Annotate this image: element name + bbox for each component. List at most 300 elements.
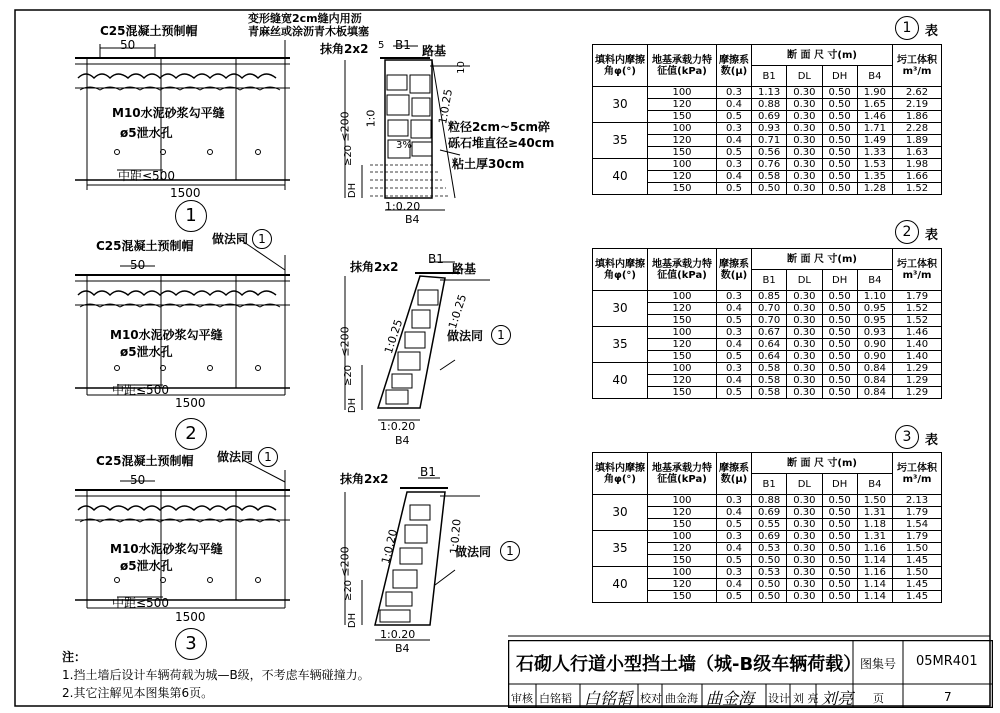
table-1-label: 表 — [925, 24, 939, 39]
page-number: 7 — [944, 690, 952, 704]
table-cell: 0.58 — [752, 171, 787, 183]
table-cell: 1.86 — [893, 111, 942, 123]
table-cell: 0.50 — [752, 555, 787, 567]
slope-1-025-1: 1:0.25 — [436, 88, 456, 125]
table-cell: 0.4 — [717, 579, 752, 591]
drain-label-1: ø5泄水孔 — [120, 126, 173, 140]
roadbed-label-1: 路基 — [422, 44, 447, 58]
page-label: 页 — [873, 692, 884, 705]
hdr-b1: B1 — [752, 474, 787, 495]
table-cell: 0.84 — [857, 363, 892, 375]
table-cell: 0.30 — [787, 183, 822, 195]
same-as-label-3b: 做法同 — [455, 545, 492, 559]
same-as-label-2a: 做法同 — [212, 232, 249, 246]
table-cell: 0.50 — [822, 111, 857, 123]
table-cell: 0.4 — [717, 99, 752, 111]
hdr-b1: B1 — [752, 270, 787, 291]
table-cell: 0.50 — [822, 555, 857, 567]
table-cell: 0.30 — [787, 531, 822, 543]
table-cell: 0.5 — [717, 147, 752, 159]
table-cell: 0.50 — [822, 351, 857, 363]
table-cell: 100 — [648, 531, 717, 543]
table-cell: 0.30 — [787, 147, 822, 159]
table-cell: 1.46 — [857, 111, 892, 123]
table-cell: 1.33 — [857, 147, 892, 159]
table-cell: 0.30 — [787, 351, 822, 363]
table-cell: 0.4 — [717, 543, 752, 555]
slope-1-025-2b: 1:0.25 — [445, 292, 470, 331]
table-cell: 120 — [648, 339, 717, 351]
table-cell: 0.50 — [822, 303, 857, 315]
table-cell: 1.29 — [893, 387, 942, 399]
table-cell: 0.3 — [717, 123, 752, 135]
table-cell: 1.29 — [893, 375, 942, 387]
dim-ge20-3: ≥20 — [343, 579, 355, 602]
table-cell: 0.30 — [787, 339, 822, 351]
table-cell: 0.56 — [752, 147, 787, 159]
table-cell: 0.70 — [752, 315, 787, 327]
table-cell: 1.31 — [857, 531, 892, 543]
b1-label-3: B1 — [420, 465, 436, 479]
table-cell: 0.67 — [752, 327, 787, 339]
ref-circle-3b: 1 — [500, 541, 520, 561]
table-cell: 0.5 — [717, 591, 752, 603]
table-row — [593, 531, 942, 543]
table-cell: 2.19 — [893, 99, 942, 111]
table-cell: 100 — [648, 327, 717, 339]
table-cell: 0.84 — [857, 387, 892, 399]
table-cell: 0.50 — [822, 99, 857, 111]
table-cell: 0.69 — [752, 111, 787, 123]
table-cell: 0.95 — [857, 315, 892, 327]
table-cell: 1.49 — [857, 135, 892, 147]
table-cell: 1.79 — [893, 531, 942, 543]
table-cell: 0.30 — [787, 87, 822, 99]
table-cell: 1.45 — [893, 579, 942, 591]
design-label: 设计 — [768, 692, 790, 705]
table-cell: 0.90 — [857, 351, 892, 363]
cell-phi: 30 — [593, 87, 648, 123]
table-row — [593, 291, 942, 303]
hdr-bearing: 地基承载力特征值(kPa) — [648, 45, 717, 87]
hdr-b4: B4 — [857, 66, 892, 87]
table-cell: 120 — [648, 303, 717, 315]
same-as-label-3a: 做法同 — [217, 450, 254, 464]
same-as-label-2b: 做法同 — [447, 329, 484, 343]
table-cell: 1.28 — [857, 183, 892, 195]
table-row — [593, 159, 942, 171]
drawing-title: 石砌人行道小型挡土墙（城-B级车辆荷载） — [516, 654, 862, 675]
table-cell: 0.85 — [752, 291, 787, 303]
table-cell: 0.50 — [822, 291, 857, 303]
table-cell: 0.30 — [787, 387, 822, 399]
table-cell: 0.30 — [787, 519, 822, 531]
table-cell: 1.50 — [893, 543, 942, 555]
hdr-dh: DH — [822, 66, 857, 87]
dim-50-1: 50 — [120, 38, 136, 52]
table-cell: 1.46 — [893, 327, 942, 339]
ref-circle-3a: 1 — [258, 447, 278, 467]
table-cell: 150 — [648, 351, 717, 363]
table-cell: 150 — [648, 183, 717, 195]
table-cell: 0.5 — [717, 315, 752, 327]
hdr-section: 断 面 尺 寸(m) — [752, 453, 893, 474]
review-label: 审核 — [511, 692, 533, 705]
table-cell: 0.84 — [857, 375, 892, 387]
table-cell: 1.40 — [893, 339, 942, 351]
table-cell: 1.98 — [893, 159, 942, 171]
cap-label-2: C25混凝土预制帽 — [96, 239, 194, 253]
table-cell: 1.79 — [893, 507, 942, 519]
table-cell: 1.52 — [893, 315, 942, 327]
table-cell: 100 — [648, 87, 717, 99]
table-cell: 120 — [648, 135, 717, 147]
dim-50-2: 50 — [130, 258, 146, 272]
dim-le200-3: ≤200 — [338, 546, 352, 577]
table-2 — [592, 248, 942, 399]
table-cell: 0.93 — [752, 123, 787, 135]
table-cell: 0.50 — [822, 387, 857, 399]
table-cell: 150 — [648, 387, 717, 399]
spacing-label-3: 中距≤500 — [112, 596, 169, 610]
table-row — [593, 87, 942, 99]
table-cell: 2.28 — [893, 123, 942, 135]
pct-3-1: 3% — [396, 140, 412, 151]
table-cell: 0.3 — [717, 495, 752, 507]
table-cell: 0.30 — [787, 99, 822, 111]
table-3-number: 3 — [895, 425, 919, 449]
table-cell: 1.79 — [893, 291, 942, 303]
hdr-dl: DL — [787, 270, 822, 291]
dim-10-1: 10 — [455, 61, 467, 74]
table-cell: 1.18 — [857, 519, 892, 531]
table-cell: 0.58 — [752, 375, 787, 387]
clay-note: 粘土厚30cm — [452, 157, 525, 171]
table-cell: 0.4 — [717, 375, 752, 387]
dim-dh-2: DH — [347, 397, 359, 414]
table-cell: 0.55 — [752, 519, 787, 531]
cap-label: C25混凝土预制帽 — [100, 24, 198, 38]
hdr-fill-angle: 填料内摩擦角φ(°) — [593, 45, 648, 87]
table-cell: 0.4 — [717, 507, 752, 519]
table-cell: 1.16 — [857, 567, 892, 579]
checker-signature: 曲金海 — [706, 689, 755, 708]
table-cell: 0.53 — [752, 567, 787, 579]
table-cell: 0.5 — [717, 555, 752, 567]
table-cell: 1.53 — [857, 159, 892, 171]
table-cell: 1.89 — [893, 135, 942, 147]
table-cell: 1.90 — [857, 87, 892, 99]
table-cell: 0.50 — [822, 507, 857, 519]
table-cell: 1.14 — [857, 579, 892, 591]
table-cell: 120 — [648, 375, 717, 387]
table-cell: 100 — [648, 495, 717, 507]
spacing-label-2: 中距≤500 — [112, 383, 169, 397]
dim-dh-1: DH — [347, 182, 359, 199]
table-cell: 0.50 — [752, 183, 787, 195]
table-row — [593, 123, 942, 135]
dim-le200-2: ≤200 — [338, 326, 352, 357]
checker-name: 曲金海 — [665, 692, 698, 705]
notes-line2: 2.其它注解见本图集第6页。 — [62, 686, 214, 700]
table-row — [593, 567, 942, 579]
table-cell: 0.69 — [752, 507, 787, 519]
table-cell: 0.50 — [822, 543, 857, 555]
table-cell: 0.3 — [717, 291, 752, 303]
slope-1-020-3b: 1:0.20 — [447, 518, 464, 555]
table-cell: 0.30 — [787, 591, 822, 603]
table-cell: 0.30 — [787, 507, 822, 519]
table-2-number: 2 — [895, 220, 919, 244]
table-cell: 150 — [648, 147, 717, 159]
table-cell: 1.45 — [893, 555, 942, 567]
table-cell: 0.50 — [822, 363, 857, 375]
table-cell: 0.30 — [787, 315, 822, 327]
spacing-label-1: 中距≤500 — [118, 169, 175, 183]
slope-1-0: 1:0 — [364, 109, 378, 128]
length-1: 1500 — [170, 186, 201, 200]
table-cell: 1.45 — [893, 591, 942, 603]
table-cell: 0.88 — [752, 495, 787, 507]
table-cell: 0.76 — [752, 159, 787, 171]
table-cell: 1.35 — [857, 171, 892, 183]
hdr-bearing: 地基承载力特征值(kPa) — [648, 453, 717, 495]
title-block — [508, 640, 993, 708]
table-cell: 0.50 — [822, 135, 857, 147]
dim-50-3: 50 — [130, 473, 146, 487]
slope-1-020-1: 1:0.20 — [385, 200, 421, 213]
table-cell: 0.50 — [822, 567, 857, 579]
table-cell: 0.50 — [822, 327, 857, 339]
dim-ge20-1: ≥20 — [343, 144, 355, 167]
table-cell: 0.30 — [787, 567, 822, 579]
table-cell: 0.71 — [752, 135, 787, 147]
notes-heading: 注： — [62, 650, 87, 664]
table-cell: 0.50 — [822, 147, 857, 159]
table-cell: 0.5 — [717, 183, 752, 195]
slope-1-020-2: 1:0.20 — [380, 420, 416, 433]
table-cell: 0.30 — [787, 159, 822, 171]
table-cell: 1.40 — [893, 351, 942, 363]
table-cell: 0.30 — [787, 375, 822, 387]
b4-label-2: B4 — [395, 434, 410, 447]
b1-label-1: B1 — [395, 38, 411, 52]
chamfer-label-3: 抹角2x2 — [340, 472, 389, 486]
table-cell: 0.5 — [717, 111, 752, 123]
table-cell: 1.10 — [857, 291, 892, 303]
hdr-b1: B1 — [752, 66, 787, 87]
table-cell: 0.50 — [822, 159, 857, 171]
table-1 — [592, 44, 942, 195]
table-cell: 0.30 — [787, 363, 822, 375]
slope-1-020-3a: 1:0.20 — [379, 527, 401, 566]
hdr-friction: 摩擦系数(μ) — [717, 45, 752, 87]
table-1-number: 1 — [895, 16, 919, 40]
designer-signature: 刘亮 — [821, 689, 854, 708]
b1-label-2: B1 — [428, 252, 444, 266]
table-cell: 1.50 — [857, 495, 892, 507]
notes — [62, 648, 370, 702]
table-cell: 0.50 — [822, 579, 857, 591]
table-3 — [592, 452, 942, 603]
b4-label-1: B4 — [405, 213, 420, 226]
table-cell: 1.31 — [857, 507, 892, 519]
table-cell: 1.14 — [857, 555, 892, 567]
hdr-dl: DL — [787, 474, 822, 495]
hdr-b4: B4 — [857, 270, 892, 291]
table-cell: 0.50 — [822, 531, 857, 543]
table-cell: 1.50 — [893, 567, 942, 579]
length-2: 1500 — [175, 396, 206, 410]
drain-label-2: ø5泄水孔 — [120, 345, 173, 359]
table-cell: 0.3 — [717, 159, 752, 171]
table-cell: 150 — [648, 315, 717, 327]
hdr-friction: 摩擦系数(μ) — [717, 453, 752, 495]
joint-note-line1: 变形缝宽2cm缝内用沥 — [248, 12, 362, 25]
table-cell: 0.3 — [717, 87, 752, 99]
table-cell: 0.50 — [822, 339, 857, 351]
table-cell: 1.52 — [893, 303, 942, 315]
table-cell: 100 — [648, 159, 717, 171]
table-cell: 0.30 — [787, 555, 822, 567]
table-cell: 0.30 — [787, 171, 822, 183]
table-cell: 0.50 — [822, 87, 857, 99]
roadbed-label-2: 路基 — [452, 262, 477, 276]
table-cell: 0.70 — [752, 303, 787, 315]
table-cell: 0.3 — [717, 567, 752, 579]
table-cell: 100 — [648, 123, 717, 135]
table-cell: 1.14 — [857, 591, 892, 603]
hdr-b4: B4 — [857, 474, 892, 495]
drain-label-3: ø5泄水孔 — [120, 559, 173, 573]
table-cell: 150 — [648, 111, 717, 123]
table-cell: 1.63 — [893, 147, 942, 159]
table-cell: 120 — [648, 171, 717, 183]
table-cell: 0.90 — [857, 339, 892, 351]
hdr-friction: 摩擦系数(μ) — [717, 249, 752, 291]
table-cell: 1.13 — [752, 87, 787, 99]
table-cell: 0.4 — [717, 135, 752, 147]
table-cell: 0.58 — [752, 387, 787, 399]
view-marker-1: 1 — [175, 200, 207, 232]
cell-phi: 40 — [593, 567, 648, 603]
table-cell: 0.3 — [717, 531, 752, 543]
table-cell: 150 — [648, 591, 717, 603]
length-3: 1500 — [175, 610, 206, 624]
dim-ge20-2: ≥20 — [343, 364, 355, 387]
chamfer-label-2: 抹角2x2 — [350, 260, 399, 274]
table-cell: 0.50 — [822, 123, 857, 135]
table-cell: 0.4 — [717, 171, 752, 183]
mortar-label-1: M10水泥砂浆勾平缝 — [112, 106, 225, 120]
cell-phi: 30 — [593, 495, 648, 531]
slope-1-025-2a: 1:0.25 — [381, 317, 406, 356]
dim-le200-1: ≤200 — [338, 111, 352, 142]
dim-5-1: 5 — [378, 40, 385, 51]
table-cell: 0.30 — [787, 303, 822, 315]
slope-1-020-3c: 1:0.20 — [380, 628, 416, 641]
cell-phi: 30 — [593, 291, 648, 327]
table-cell: 0.30 — [787, 543, 822, 555]
table-cell: 1.16 — [857, 543, 892, 555]
table-cell: 0.3 — [717, 327, 752, 339]
table-2-label: 表 — [925, 228, 939, 243]
ref-circle-2b: 1 — [491, 325, 511, 345]
table-cell: 0.30 — [787, 495, 822, 507]
hdr-dh: DH — [822, 270, 857, 291]
table-row — [593, 327, 942, 339]
elevation-2 — [75, 238, 290, 395]
table-cell: 120 — [648, 507, 717, 519]
table-cell: 0.53 — [752, 543, 787, 555]
table-cell: 0.50 — [822, 495, 857, 507]
gravel-note-line2: 砾石堆直径≥40cm — [448, 136, 555, 150]
table-cell: 0.64 — [752, 351, 787, 363]
reviewer-signature: 白铭韬 — [584, 689, 633, 708]
table-cell: 0.50 — [822, 591, 857, 603]
mortar-label-2: M10水泥砂浆勾平缝 — [110, 328, 223, 342]
table-cell: 100 — [648, 291, 717, 303]
hdr-bearing: 地基承载力特征值(kPa) — [648, 249, 717, 291]
table-cell: 0.50 — [822, 171, 857, 183]
table-cell: 0.30 — [787, 111, 822, 123]
table-cell: 0.69 — [752, 531, 787, 543]
hdr-volume: 圬工体积m³/m — [893, 453, 942, 495]
table-cell: 0.50 — [822, 183, 857, 195]
table-cell: 0.5 — [717, 387, 752, 399]
table-cell: 100 — [648, 363, 717, 375]
table-cell: 120 — [648, 99, 717, 111]
chamfer-label-1: 抹角2x2 — [320, 42, 369, 56]
view-marker-3: 3 — [175, 628, 207, 660]
table-cell: 0.30 — [787, 579, 822, 591]
cell-phi: 40 — [593, 159, 648, 195]
table-cell: 0.50 — [822, 315, 857, 327]
table-cell: 1.66 — [893, 171, 942, 183]
table-cell: 0.5 — [717, 519, 752, 531]
gravel-note-line1: 粒径2cm~5cm碎 — [448, 120, 550, 134]
table-cell: 0.30 — [787, 123, 822, 135]
table-cell: 0.50 — [752, 591, 787, 603]
b4-label-3: B4 — [395, 642, 410, 655]
table-cell: 1.71 — [857, 123, 892, 135]
dim-dh-3: DH — [347, 612, 359, 629]
table-cell: 2.62 — [893, 87, 942, 99]
elevation-3 — [75, 460, 290, 608]
hdr-dh: DH — [822, 474, 857, 495]
check-label: 校对 — [640, 692, 662, 705]
notes-line1: 1.挡土墙后设计车辆荷载为城—B级，不考虑车辆碰撞力。 — [62, 668, 370, 682]
table-cell: 0.58 — [752, 363, 787, 375]
table-cell: 0.93 — [857, 327, 892, 339]
table-cell: 120 — [648, 543, 717, 555]
table-cell: 0.88 — [752, 99, 787, 111]
table-cell: 0.30 — [787, 327, 822, 339]
cell-phi: 35 — [593, 123, 648, 159]
table-cell: 100 — [648, 567, 717, 579]
table-cell: 1.29 — [893, 363, 942, 375]
table-row — [593, 495, 942, 507]
hdr-section: 断 面 尺 寸(m) — [752, 45, 893, 66]
table-cell: 0.50 — [752, 579, 787, 591]
hdr-fill-angle: 填料内摩擦角φ(°) — [593, 249, 648, 291]
cell-phi: 35 — [593, 327, 648, 363]
table-cell: 1.65 — [857, 99, 892, 111]
table-cell: 150 — [648, 519, 717, 531]
cell-phi: 35 — [593, 531, 648, 567]
hdr-fill-angle: 填料内摩擦角φ(°) — [593, 453, 648, 495]
table-row — [593, 363, 942, 375]
